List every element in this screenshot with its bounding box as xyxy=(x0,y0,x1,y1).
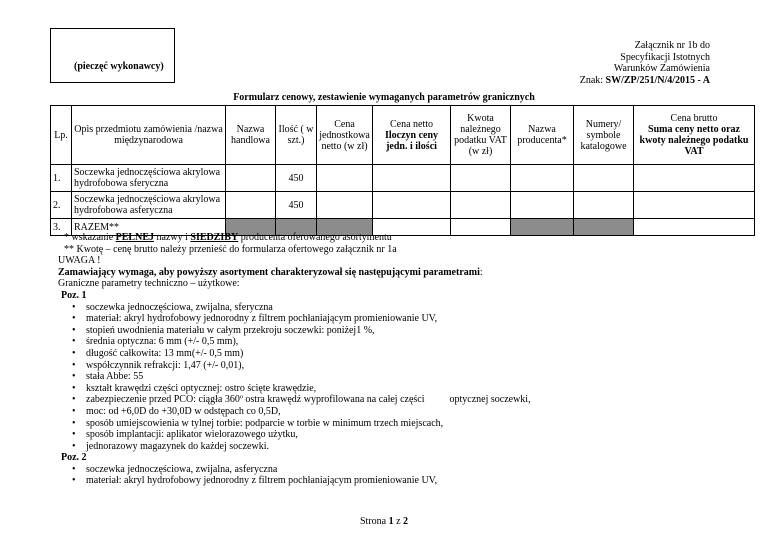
list-item: • jednorazowy magazynek do każdej soczewki. xyxy=(86,441,738,453)
case-sign-prefix: Znak: xyxy=(579,74,606,86)
col-kwota-vat: Kwota należnego podatku VAT (w zł) xyxy=(451,106,511,165)
attachment-line-1: Załącznik nr 1b do xyxy=(634,40,710,51)
row-producent-cell[interactable] xyxy=(511,165,574,192)
footer-page-number: 1 xyxy=(388,516,394,527)
price-table xyxy=(50,105,755,236)
col-opis: Opis przedmiotu zamówienia /nazwa międzynarodowa xyxy=(72,106,226,165)
list-item: • sposób implantacji: aplikator wielorazowego użytku, xyxy=(86,429,738,441)
row-kwota-cell[interactable] xyxy=(451,165,511,192)
list-item: • zabezpieczenie przed PCO: ciągła 360º ostra krawędź wyprofilowana na całej części optycznej soczewki, xyxy=(86,394,738,406)
case-sign-value: SW/ZP/251/N/4/2015 - A xyxy=(605,74,710,86)
footnote-price: ** Kwotę – cenę brutto należy przenieść do formularza ofertowego załącznik nr 1a xyxy=(64,243,397,255)
case-sign xyxy=(580,75,710,87)
position-1-list xyxy=(58,302,738,453)
row-cena-netto-cell[interactable] xyxy=(373,165,451,192)
row-opis: Soczewka jednoczęściowa akrylowa hydrofobowa asferyczna xyxy=(72,192,226,219)
total-label: RAZEM** xyxy=(72,219,226,236)
footnote-emphasis: SIEDZIBY xyxy=(190,232,239,243)
col-nazwa-handlowa: Nazwa handlowa xyxy=(226,106,276,165)
row-nazwa-handlowa-cell[interactable] xyxy=(226,165,276,192)
footer-separator: z xyxy=(393,516,404,527)
position-2-heading: Poz. 2 xyxy=(61,452,87,464)
footnote-producer xyxy=(58,232,738,244)
list-item: • materiał: akryl hydrofobowy jednorodny z filtrem pochłaniającym promieniowanie UV, xyxy=(86,475,738,487)
list-item: • soczewka jednoczęściowa, zwijalna, asferyczna xyxy=(86,464,738,476)
list-item: • stopień uwodnienia materiału w całym przekroju soczewki: poniżej1 %, xyxy=(86,325,738,337)
footnote-text: nazwy i xyxy=(154,232,191,243)
row-kwota-cell[interactable] xyxy=(451,192,511,219)
position-2-list xyxy=(58,464,738,487)
list-item: • długość całkowita: 13 mm(+/- 0,5 mm) xyxy=(86,348,738,360)
col-cena-brutto xyxy=(634,106,755,165)
stamp-box xyxy=(50,28,175,83)
col-cena-brutto-formula: Suma ceny netto oraz kwoty należnego podatku VAT xyxy=(639,124,749,157)
row-lp: 2. xyxy=(51,192,72,219)
position-1-heading: Poz. 1 xyxy=(61,289,87,301)
row-ilosc: 450 xyxy=(276,165,317,192)
table-row xyxy=(51,192,755,219)
requirement-line xyxy=(58,267,738,279)
col-cena-netto xyxy=(373,106,451,165)
footnote-text: producenta oferowanego asortymentu xyxy=(238,232,392,243)
col-cena-netto-title: Cena netto xyxy=(389,118,434,130)
stamp-label: (pieczęć wykonawcy) xyxy=(74,61,164,72)
col-cena-brutto-title: Cena brutto xyxy=(670,113,718,124)
footer-page-total: 2 xyxy=(403,516,409,527)
col-lp: Lp. xyxy=(51,106,72,165)
row-brutto-cell[interactable] xyxy=(634,192,755,219)
row-nazwa-handlowa-cell[interactable] xyxy=(226,192,276,219)
list-item: • kształt krawędzi części optycznej: ostro ścięte krawędzie, xyxy=(86,383,738,395)
row-producent-cell[interactable] xyxy=(511,192,574,219)
list-item: • współczynnik refrakcji: 1,47 (+/- 0,01), xyxy=(86,360,738,372)
requirement-text: Zamawiający wymaga, aby powyższy asortyment charakteryzował się następującymi parametrami xyxy=(58,266,480,278)
col-ilosc: Ilość ( w szt.) xyxy=(276,106,317,165)
list-item: • sposób umiejscowienia w tylnej torbie: podparcie w torbie w minimum trzech miejscach, xyxy=(86,418,738,430)
row-lp: 1. xyxy=(51,165,72,192)
footnote-emphasis: PEŁNEJ xyxy=(115,232,154,243)
attachment-line-2: Specyfikacji Istotnych xyxy=(620,51,710,63)
page-footer xyxy=(0,516,768,527)
col-numery: Numery/ symbole katalogowe xyxy=(574,106,634,165)
params-heading: Graniczne parametry techniczno – użytkowe: xyxy=(58,278,240,290)
attachment-line-3: Warunków Zamówienia xyxy=(613,63,710,74)
table-row xyxy=(51,165,755,192)
list-item: • soczewka jednoczęściowa, zwijalna, sferyczna xyxy=(86,302,738,314)
col-cena-netto-formula: Iloczyn ceny jedn. i ilości xyxy=(384,129,439,152)
list-item: • moc: od +6,0D do +30,0D w odstępach co 0,5D, xyxy=(86,406,738,418)
row-cena-cell[interactable] xyxy=(317,192,373,219)
row-brutto-cell[interactable] xyxy=(634,165,755,192)
col-producent: Nazwa producenta* xyxy=(511,106,574,165)
row-opis: Soczewka jednoczęściowa akrylowa hydrofobowa sferyczna xyxy=(72,165,226,192)
row-numery-cell[interactable] xyxy=(574,192,634,219)
row-cena-cell[interactable] xyxy=(317,165,373,192)
requirement-colon: : xyxy=(479,266,483,278)
col-cena-jednostkowa: Cena jednostkowa netto (w zł) xyxy=(317,106,373,165)
footnote-text: * wskazanie xyxy=(64,232,116,243)
list-item: • stała Abbe: 55 xyxy=(86,371,738,383)
list-item: • materiał: akryl hydrofobowy jednorodny z filtrem pochłaniającym promieniowanie UV, xyxy=(86,313,738,325)
warning-label: UWAGA ! xyxy=(58,255,101,267)
row-ilosc: 450 xyxy=(276,192,317,219)
attachment-header xyxy=(580,40,710,86)
row-numery-cell[interactable] xyxy=(574,165,634,192)
table-header-row xyxy=(51,106,755,165)
list-item: • średnia optyczna: 6 mm (+/- 0,5 mm), xyxy=(86,336,738,348)
total-lp: 3. xyxy=(51,219,72,236)
footer-prefix: Strona xyxy=(359,516,389,527)
form-title: Formularz cenowy, zestawienie wymaganych parametrów granicznych xyxy=(233,92,535,103)
notes-section xyxy=(58,232,738,487)
row-cena-netto-cell[interactable] xyxy=(373,192,451,219)
